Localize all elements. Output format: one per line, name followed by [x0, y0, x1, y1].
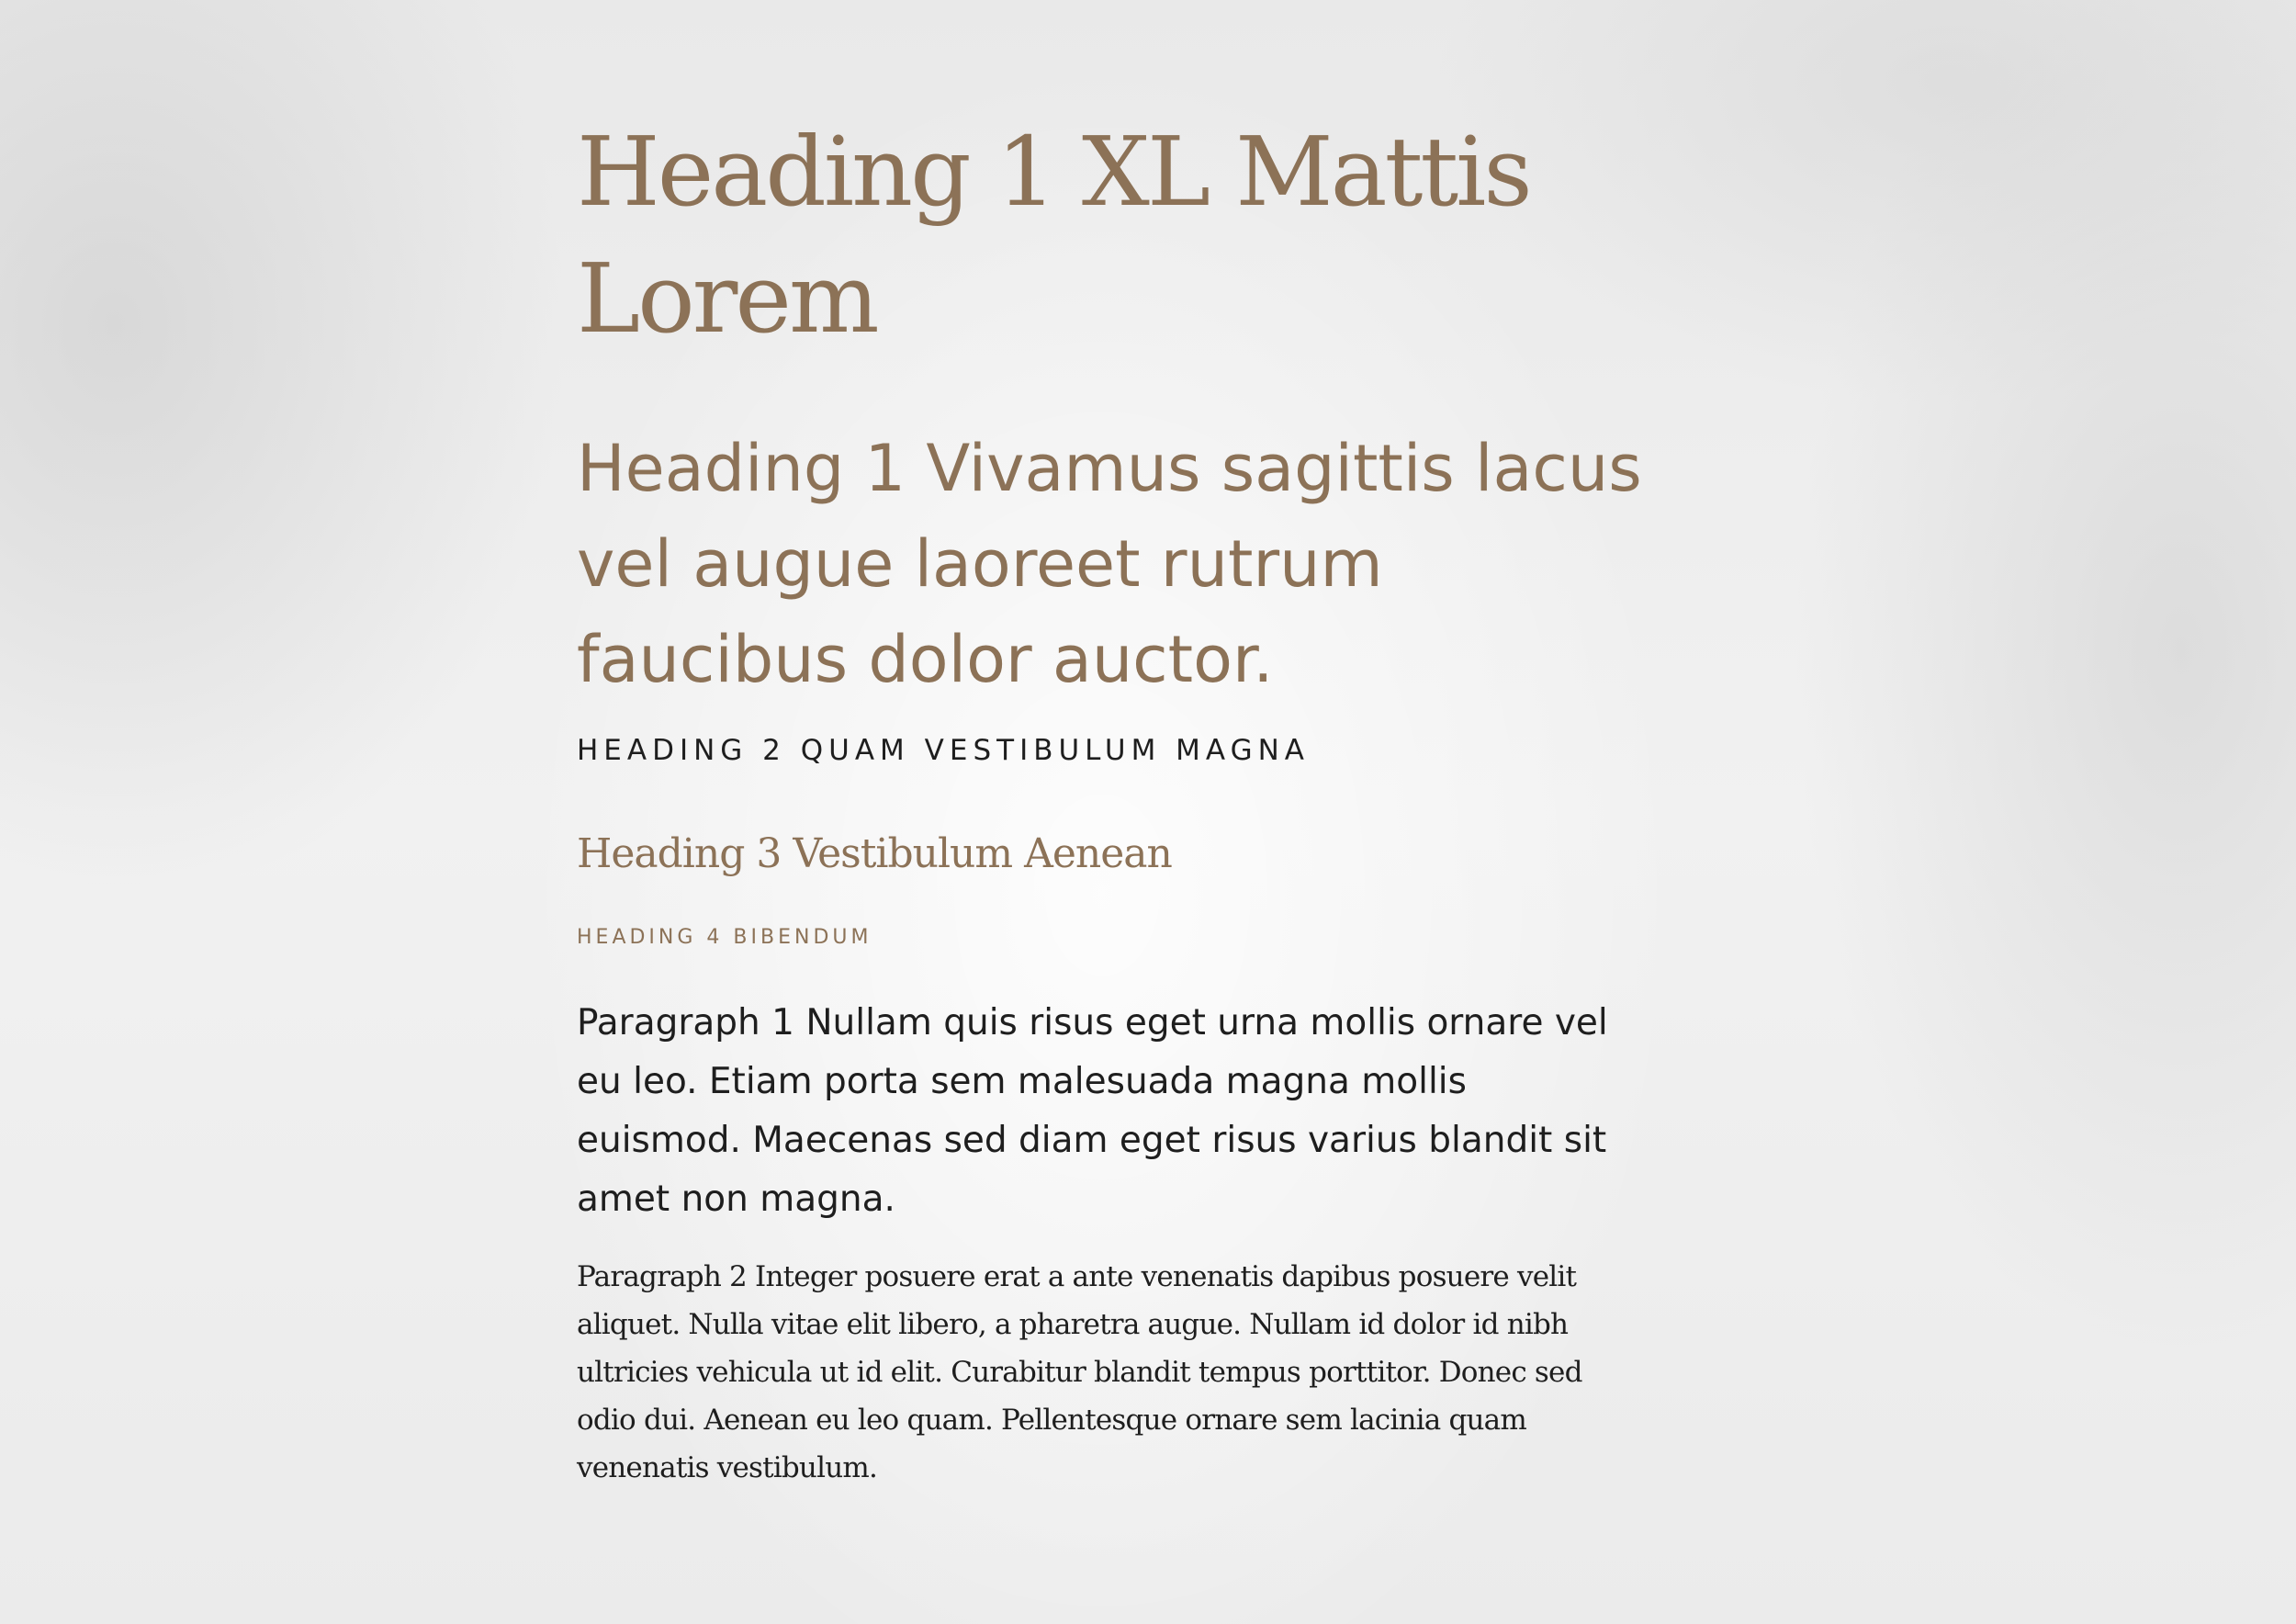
heading-3: Heading 3 Vestibulum Aenean: [577, 830, 1172, 877]
paragraph-2: Paragraph 2 Integer posuere erat a ante venenatis dapibus posuere velit aliquet. Nulla vitae elit libero, a pharetra augue. Nullam id dolor id nibh ultricies vehicula ut id elit. Curabitur blandit tempus porttitor. Donec sed odio dui. Aenean eu leo quam. Pellentesque ornare sem lacinia quam venenatis vestibulum.: [577, 1260, 1582, 1484]
heading-1-xl: Heading 1 XL Mattis Lorem: [577, 116, 1530, 355]
heading-4: HEADING 4 BIBENDUM: [577, 926, 872, 949]
heading-1: Heading 1 Vivamus sagittis lacus vel augue laoreet rutrum faucibus dolor auctor.: [577, 431, 1642, 697]
heading-2: HEADING 2 QUAM VESTIBULUM MAGNA: [577, 734, 1311, 767]
paragraph-1: Paragraph 1 Nullam quis risus eget urna mollis ornare vel eu leo. Etiam porta sem malesuada magna mollis euismod. Maecenas sed diam eget risus varius blandit sit amet non magna.: [577, 1002, 1608, 1220]
typography-sheet: [577, 108, 1642, 1492]
